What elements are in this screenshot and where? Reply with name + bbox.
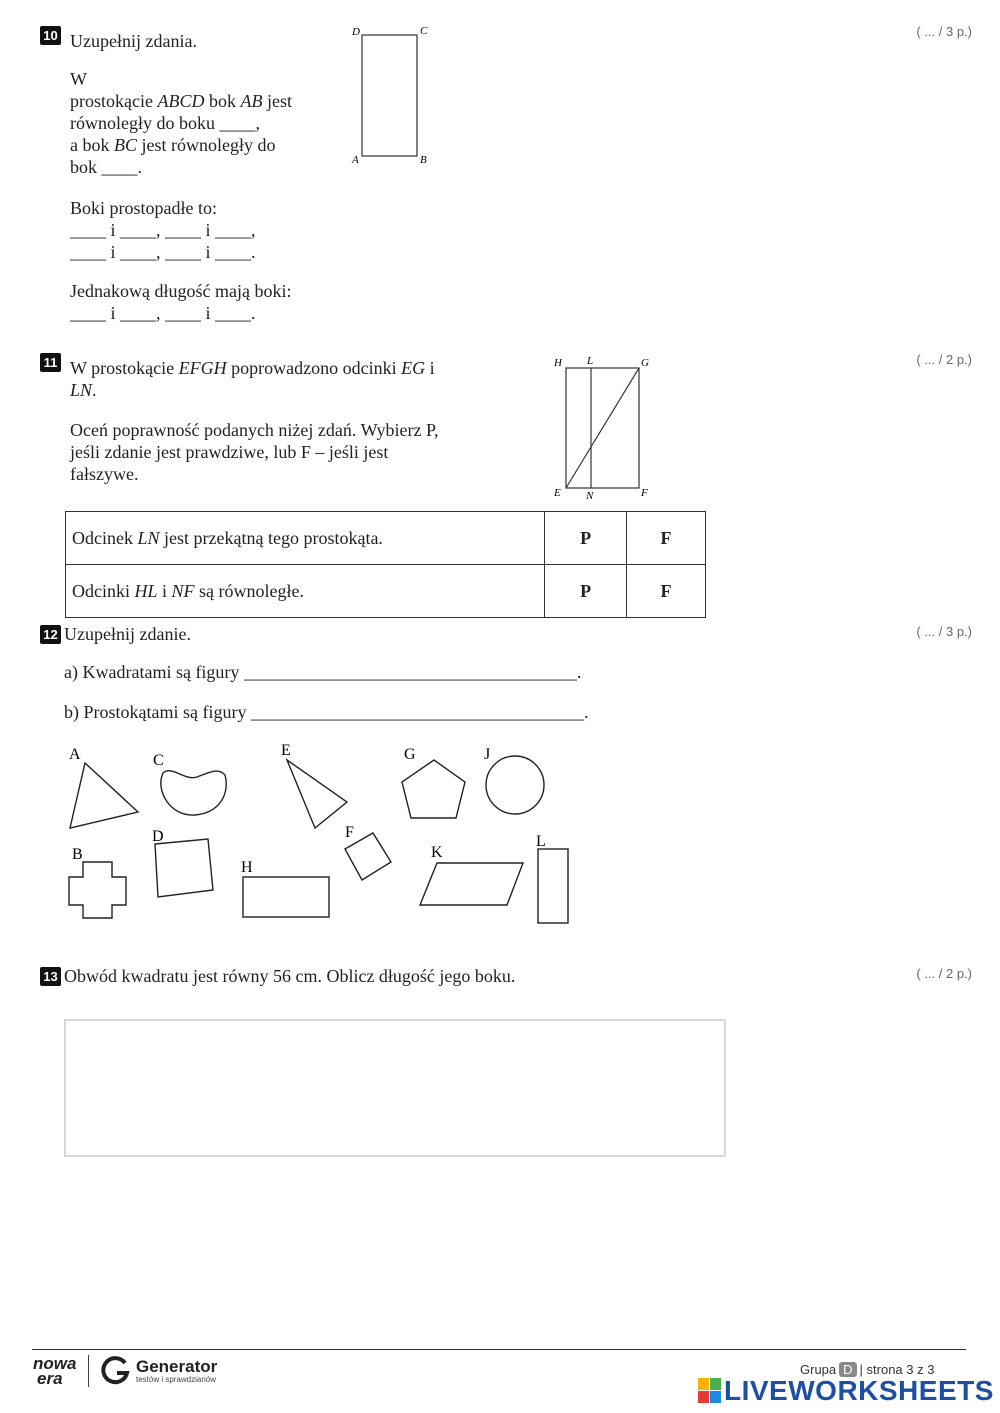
shape-label-h: H xyxy=(241,859,253,876)
shape-label-g: G xyxy=(404,746,416,763)
logo-separator xyxy=(88,1355,89,1387)
option-f-row-2[interactable]: F xyxy=(627,565,706,618)
shape-label-k: K xyxy=(431,844,443,861)
label-b: B xyxy=(420,154,427,166)
q10-perpendicular-blanks-2[interactable]: ____ i ____, ____ i ____. xyxy=(70,242,256,262)
q11-instruction: Oceń poprawność podanych niżej zdań. Wybierz P, jeśli zdanie jest prawdziwe, lub F – jeśli jest fałszywe. xyxy=(70,420,439,484)
shape-d-square xyxy=(155,839,213,897)
q10-paragraph-3: Jednakową długość mają boki: ____ i ____, ____ i ____. xyxy=(70,281,292,323)
segment-eg xyxy=(566,368,639,488)
points-q12: ( ... / 3 p.) xyxy=(916,624,972,639)
label-f: F xyxy=(641,487,648,499)
option-f-row-1[interactable]: F xyxy=(627,512,706,565)
shape-label-d: D xyxy=(152,828,164,845)
label-e: E xyxy=(554,487,561,499)
table-row xyxy=(66,565,706,618)
q11-intro: W prostokącie EFGH poprowadzono odcinki EG i LN. xyxy=(70,358,435,400)
shape-label-a: A xyxy=(69,746,81,763)
shape-label-e: E xyxy=(281,742,291,759)
q10-title: Uzupełnij zdania. xyxy=(70,31,197,51)
question-number-10: 10 xyxy=(40,26,61,45)
points-q13: ( ... / 2 p.) xyxy=(916,966,972,981)
label-n: N xyxy=(586,490,594,502)
statement-2: Odcinki HL i NF są równoległe. xyxy=(66,565,545,618)
generator-logo-subtitle: testów i sprawdzianów xyxy=(136,1375,217,1384)
table-row xyxy=(66,512,706,565)
group-badge: D xyxy=(839,1362,856,1377)
footer-divider xyxy=(32,1349,966,1350)
generator-g-icon xyxy=(100,1354,132,1386)
option-p-row-2[interactable]: P xyxy=(545,565,627,618)
shape-c-bean xyxy=(161,771,226,815)
label-c: C xyxy=(420,25,428,37)
q10-equal-length-blanks[interactable]: ____ i ____, ____ i ____. xyxy=(70,303,256,323)
shape-label-l: L xyxy=(536,833,546,850)
points-q10: ( ... / 3 p.) xyxy=(916,24,972,39)
shape-j-circle xyxy=(486,756,544,814)
shape-e-triangle xyxy=(287,760,347,828)
shape-k-parallelogram xyxy=(420,863,523,905)
group-page-info: Grupa D | strona 3 z 3 xyxy=(800,1362,935,1377)
shapes-figure xyxy=(60,735,590,935)
shape-label-b: B xyxy=(72,846,83,863)
question-number-11: 11 xyxy=(40,353,61,372)
shape-label-j: J xyxy=(484,746,491,763)
q10-paragraph-1: W prostokącie ABCD bok AB jest równoległy do boku ____, a bok BC jest równoległy do bok ____. xyxy=(70,69,292,177)
q10-paragraph-2: Boki prostopadłe to: ____ i ____, ____ i ____, ____ i ____, ____ i ____. xyxy=(70,198,256,262)
nowa-era-logo: nowa era xyxy=(33,1354,77,1388)
points-q11: ( ... / 2 p.) xyxy=(916,352,972,367)
label-d: D xyxy=(352,26,360,38)
shape-a-triangle xyxy=(70,763,138,828)
shape-l-rectangle xyxy=(538,849,568,923)
question-number-13: 13 xyxy=(40,967,61,986)
true-false-table xyxy=(65,511,706,618)
rectangle-efgh-figure xyxy=(545,350,665,505)
shape-h-rectangle xyxy=(243,877,329,917)
shape-label-f: F xyxy=(345,824,354,841)
question-number-12: 12 xyxy=(40,625,61,644)
label-g: G xyxy=(641,357,649,369)
shape-b-cross xyxy=(69,862,126,918)
generator-logo-text: Generator xyxy=(136,1357,218,1376)
q12-rectangles-answer[interactable]: b) Prostokątami są figury _____________________________________. xyxy=(64,702,589,722)
shape-label-c: C xyxy=(153,752,164,769)
label-h: H xyxy=(554,357,562,369)
label-l: L xyxy=(587,355,594,367)
q13-title: Obwód kwadratu jest równy 56 cm. Oblicz długość jego boku. xyxy=(64,966,516,986)
label-a: A xyxy=(352,154,359,166)
liveworksheets-logo-icon xyxy=(698,1378,722,1404)
q13-answer-box[interactable] xyxy=(64,1019,726,1157)
q12-title: Uzupełnij zdanie. xyxy=(64,624,191,644)
q12-squares-answer[interactable]: a) Kwadratami są figury _____________________________________. xyxy=(64,662,582,682)
liveworksheets-brand: LIVEWORKSHEETS xyxy=(724,1375,994,1406)
statement-1: Odcinek LN jest przekątną tego prostokąta. xyxy=(66,512,545,565)
q10-perpendicular-blanks-1[interactable]: ____ i ____, ____ i ____, xyxy=(70,220,256,240)
option-p-row-1[interactable]: P xyxy=(545,512,627,565)
rectangle-abcd-figure xyxy=(340,20,440,170)
shape-g-pentagon xyxy=(402,760,465,818)
